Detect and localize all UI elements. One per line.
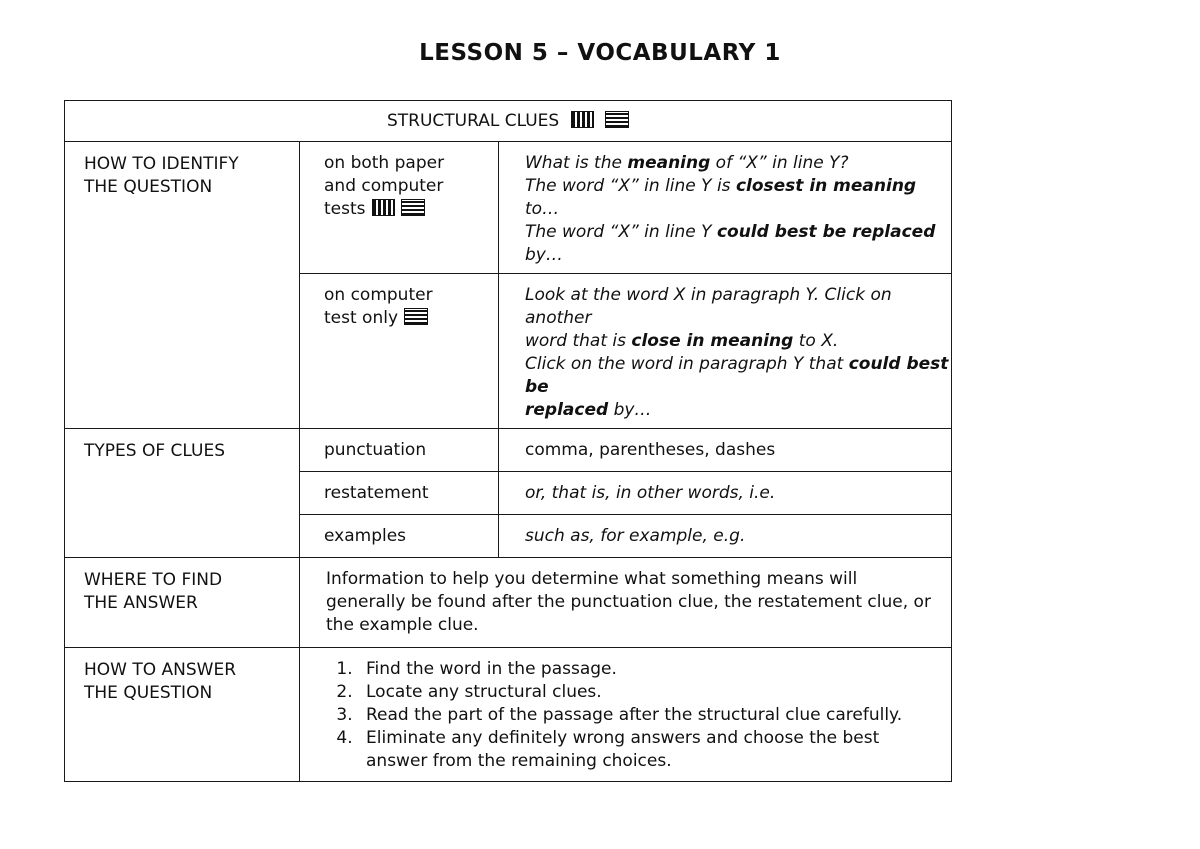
where-row xyxy=(65,558,952,648)
list-item: 4. Eliminate any definitely wrong answers and choose the best answer from the remaining choices. xyxy=(358,727,931,773)
clue-type: restatement xyxy=(300,472,499,515)
answer-steps-list xyxy=(326,658,931,773)
clue-examples: such as, for example, e.g. xyxy=(499,515,952,558)
computer-test-icon xyxy=(401,199,425,216)
identify-label xyxy=(65,142,300,429)
paper-label-line1: on both paper xyxy=(324,153,445,173)
structural-clues-table xyxy=(64,100,952,782)
page-title: LESSON 5 – VOCABULARY 1 xyxy=(419,40,781,66)
computer-label-line2: test only xyxy=(324,308,399,328)
clue-type: examples xyxy=(300,515,499,558)
paper-question-2: The word “X” in line Y is closest in meaning to… xyxy=(525,176,917,219)
paper-question-forms xyxy=(499,142,952,274)
paper-label-line3: tests xyxy=(324,199,366,219)
list-item: 3. Read the part of the passage after the structural clue carefully. xyxy=(358,704,931,727)
where-text: Information to help you determine what something means will generally be found after the punctuation clue, the restatement clue, or the example clue. xyxy=(300,558,952,648)
clue-examples: comma, parentheses, dashes xyxy=(499,429,952,472)
identify-row-paper xyxy=(65,142,952,274)
computer-question-3: Click on the word in paragraph Y that could best be xyxy=(525,354,949,397)
paper-test-icon xyxy=(571,111,594,128)
table-header xyxy=(65,101,952,142)
paper-test-icon xyxy=(372,199,395,216)
computer-test-icon xyxy=(404,308,428,325)
clue-type: punctuation xyxy=(300,429,499,472)
where-label-line2: THE ANSWER xyxy=(84,593,198,613)
identify-label-line1: HOW TO IDENTIFY xyxy=(84,154,239,174)
paper-label-line2: and computer xyxy=(324,176,444,196)
computer-label-line1: on computer xyxy=(324,285,433,305)
header-label: STRUCTURAL CLUES xyxy=(386,110,560,131)
computer-test-label xyxy=(300,274,499,429)
computer-test-icon xyxy=(605,111,629,128)
header-row xyxy=(65,101,952,142)
answer-label-line2: THE QUESTION xyxy=(84,683,213,703)
answer-row xyxy=(65,648,952,782)
list-item: 2. Locate any structural clues. xyxy=(358,681,931,704)
computer-question-2: word that is close in meaning to X. xyxy=(525,331,839,351)
where-label xyxy=(65,558,300,648)
computer-question-forms xyxy=(499,274,952,429)
identify-label-line2: THE QUESTION xyxy=(84,177,213,197)
list-item: 1. Find the word in the passage. xyxy=(358,658,931,681)
answer-steps xyxy=(300,648,952,782)
paper-question-3: The word “X” in line Y could best be replaced by… xyxy=(525,222,936,265)
clue-examples: or, that is, in other words, i.e. xyxy=(499,472,952,515)
answer-label xyxy=(65,648,300,782)
types-of-clues-label: TYPES OF CLUES xyxy=(65,429,300,558)
computer-question-4: replaced by… xyxy=(525,400,652,420)
paper-test-label xyxy=(300,142,499,274)
where-label-line1: WHERE TO FIND xyxy=(84,570,223,590)
computer-question-1: Look at the word X in paragraph Y. Click on another xyxy=(525,285,892,328)
clue-row-punctuation xyxy=(65,429,952,472)
answer-label-line1: HOW TO ANSWER xyxy=(84,660,237,680)
paper-question-1: What is the meaning of “X” in line Y? xyxy=(525,153,849,173)
